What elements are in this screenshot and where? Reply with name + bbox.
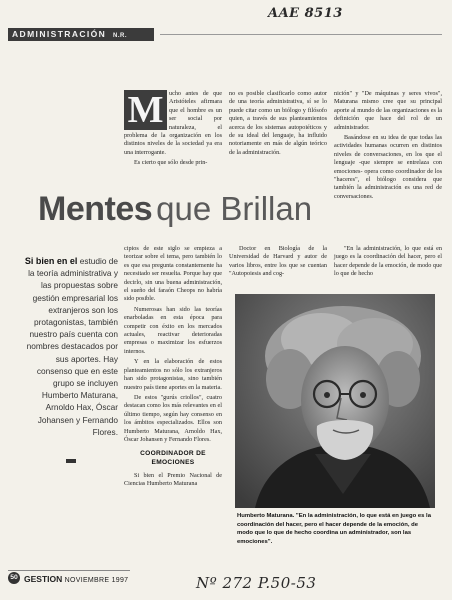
footer-rule xyxy=(8,570,130,571)
handwritten-archive-code: AAE 8513 xyxy=(268,6,343,21)
body-col2-paragraph-1: cipios de este siglo se empieza a teorizar sobre el tema, pero también lo es que esa pregunta constantemente ha necesitado ser resuelta. Porque hay que decirlo, sin una buena administración, el sueño del faraón Cheops no habría sido posible. xyxy=(124,245,222,303)
intro-col3-paragraph-1: nición" y "De máquinas y seres vivos", Maturana mismo cree que su principal aporte al mundo de las organizaciones es la definición que hace del rol de un administrador. xyxy=(334,90,442,131)
intro-column-1 xyxy=(124,90,222,170)
photo-caption xyxy=(237,512,435,546)
portrait-illustration xyxy=(235,294,435,508)
caption-name: Humberto Maturana. xyxy=(237,513,295,519)
lede-lead: Si bien en el xyxy=(24,256,78,266)
lede-end-mark xyxy=(66,459,76,463)
body-col2-paragraph-4: De estos "gurús criollos", cuatro destacan como los más relevantes en el último tiempo, según hay consenso en los ámbitos especializados. Ellos son Humberto Maturana, Arnoldo Hax, Óscar Johansen y Fernando Flores. xyxy=(124,393,222,443)
intro-col3-paragraph-2: Basándose en su idea de que todas las actividades humanas ocurren en distintos niveles de conversaciones, en los que el lenguaje -que siempre se entrelaza con emociones- opera como coordinador de los "haceres", el biólogo considera que también la administración es una red de conversaciones. xyxy=(334,134,442,200)
intro-col1-paragraph-2: Es cierto que sólo desde prin- xyxy=(134,159,208,167)
body-col3-paragraph-1: Doctor en Biología de la Universidad de Harvard y autor de varios libros, entre los que se cuentan "Autopoiesis and cog- xyxy=(229,245,327,278)
intro-column-2 xyxy=(229,90,327,159)
lede-text: estudio de la teoría administrativa y las propuestas sobre gestión empresarial los extranjeros son los protagonistas, también nuestro país cuenta con nombres destacados por sus aportes. Hay consenso que en este grupo se incluyen Humberto Maturana, Arnoldo Hax, Óscar Johansen y Fernando Flores. xyxy=(26,256,118,437)
header-rule xyxy=(160,34,442,35)
portrait-photo xyxy=(235,294,435,508)
intro-col2-paragraph: no es posible clasificarlo como autor de una teoría administrativa, sí se lo puede citar como un biólogo y filósofo quien, a través de sus planteamientos acerca de los sistemas autopoiéticos y de su ideal del lenguaje, ha influido notoriamente en más de algún teórico de la administración. xyxy=(229,90,327,156)
body-col2-paragraph-5: Si bien el Premio Nacional de Ciencias Humberto Maturana xyxy=(124,471,222,487)
body-col4-paragraph-1: "En la administración, lo que está en juego es la coordinación del hacer, pero el hacer depende de la emoción, de modo que lo que de hecho xyxy=(334,245,442,278)
section-header xyxy=(8,28,154,41)
body-column-4 xyxy=(334,245,442,281)
intro-column-3 xyxy=(334,90,442,203)
footer-magazine xyxy=(24,573,134,585)
body-col2-paragraph-3: Y en la elaboración de estos planteamientos no sólo los extranjeros han sido protagonistas, sino también nuestro país tiene aportes en la materia. xyxy=(124,358,222,391)
body-col2-paragraph-2: Numerosas han sido las teorías enarboladas en esta época para competir con éxito en los mercados actuales, reactivar deterioradas empresas o maximizar los esfuerzos internos. xyxy=(124,305,222,355)
lede xyxy=(20,255,118,438)
title-bold: Mentes xyxy=(38,190,153,228)
title-light: que Brillan xyxy=(156,190,313,227)
body-column-3 xyxy=(229,245,327,281)
section-suffix: N.R. xyxy=(112,33,127,39)
body-column-2 xyxy=(124,245,222,490)
handwritten-issue-pages: Nº 272 P.50-53 xyxy=(196,574,317,592)
caption-quote: "En la administración, lo que está en juego es la coordinación del hacer, pero el hacer depende de la emoción, de modo que lo que de hecho coordina un administrador, son las emociones". xyxy=(237,513,431,545)
subhead: COORDINADOR DE EMOCIONES xyxy=(140,450,206,466)
issue-date: NOVIEMBRE 1997 xyxy=(64,577,129,584)
section-label: ADMINISTRACIÓN xyxy=(12,29,107,39)
drop-cap: M xyxy=(124,90,167,130)
page-number: 50 xyxy=(8,572,20,584)
article-title xyxy=(38,190,338,234)
intro-col1-paragraph-1: ucho antes de que Aristóteles afirmara que el hombre es un ser social por naturaleza, el problema de la organización en los distintos niveles de la sociedad ya era una interrogante. xyxy=(124,90,222,156)
magazine-name: GESTION xyxy=(24,574,63,584)
